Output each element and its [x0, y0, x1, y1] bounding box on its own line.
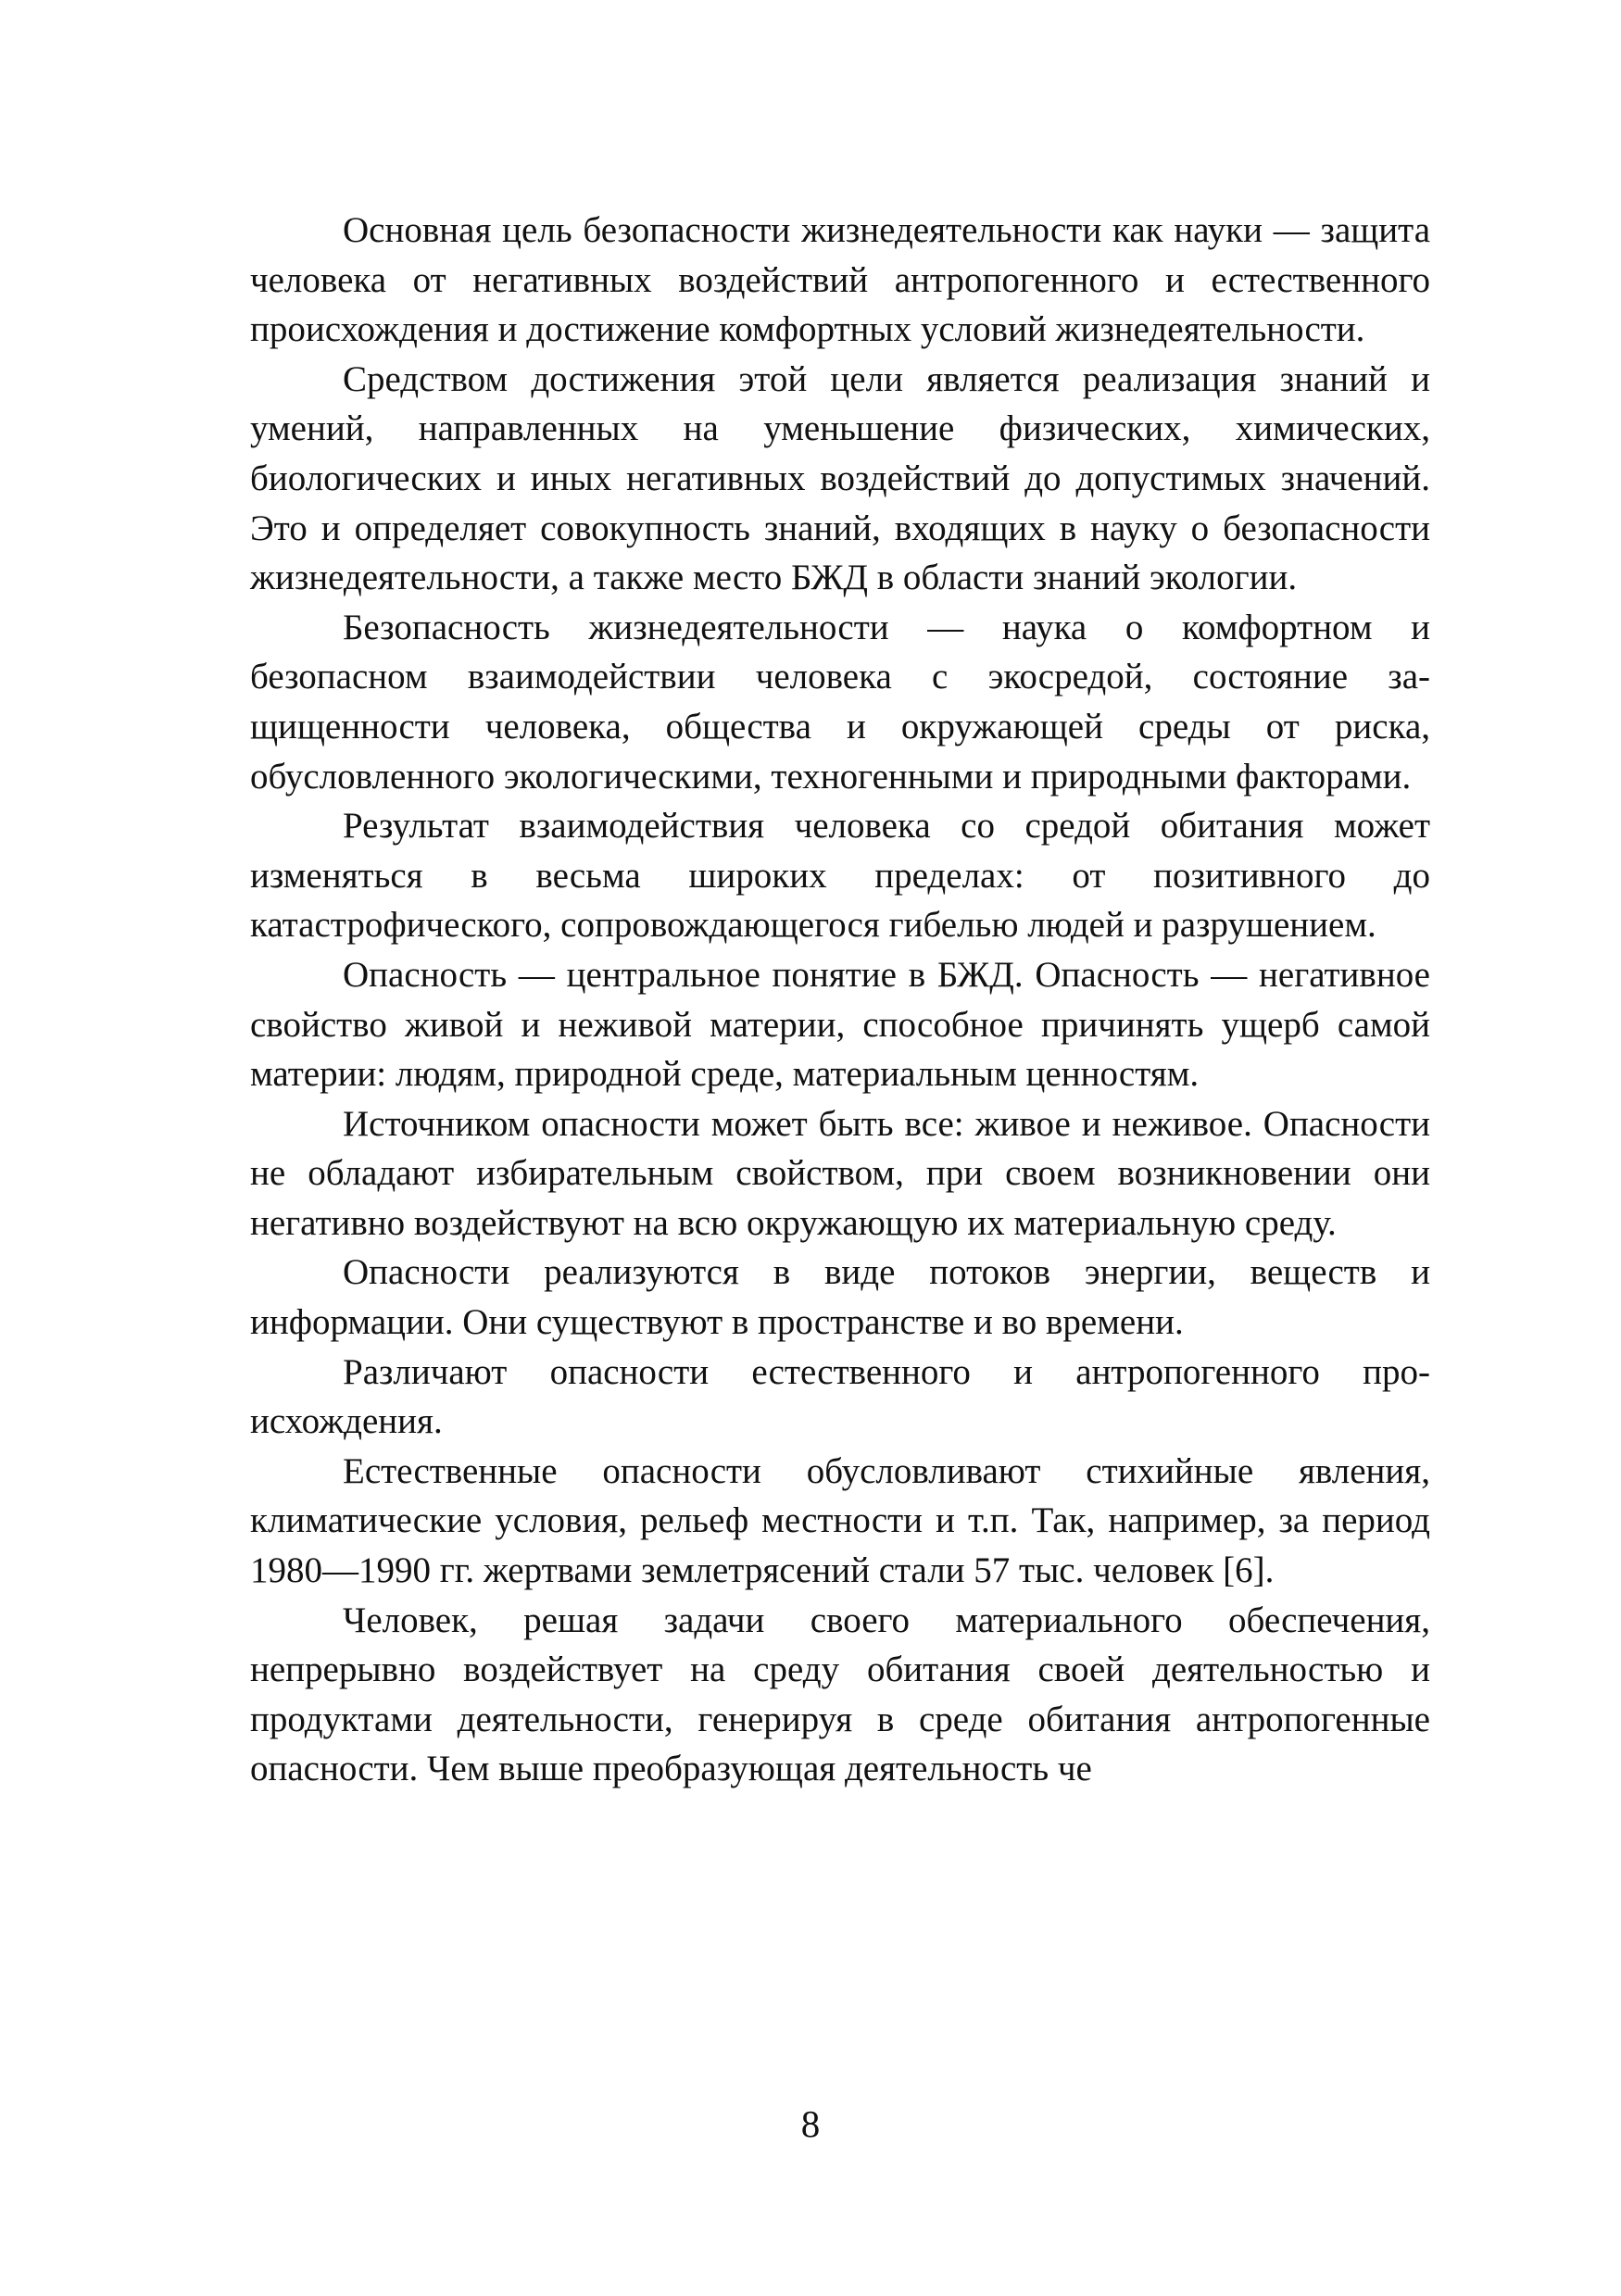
page-number: 8 [800, 2102, 821, 2145]
paragraph-10: Человек, решая задачи своего материального обеспечения, непрерывно воздействует на среду обитания своей деятельностью и продуктами деятельности, генерируя в среде обитания антропогенные опасности. Чем выше преобразующая деятельность че [250, 1600, 1430, 1789]
paragraph-3: Безопасность жизнедеятельности — наука о комфортном и безопасном взаимодействии человека с экосредой, состояние защищенности человека, общества и окружающей среды от риска, обусловленного экологическими, техногенными и природными факторами. [250, 607, 1430, 797]
paragraph-1: Основная цель безопасности жизнедеятельности как науки — защита человека от негативных воздействий антропогенного и естественного происхождения и достижение комфортных условий жизнедеятельности. [250, 210, 1430, 350]
body-text [250, 206, 1430, 1794]
paragraph-9: Естественные опасности обусловливают стихийные явления, климатические условия, рельеф местности и т.п. Так, например, за период 1980—1990 гг. жертвами землетрясений стали 57 тыс. человек [6]. [250, 1450, 1430, 1591]
paragraph-5: Опасность — центральное понятие в БЖД. Опасность — негативное свойство живой и неживой материи, способное причинять ущерб самой материи: людям, природной среде, материальным ценностям. [250, 954, 1430, 1095]
paragraph-2: Средством достижения этой цели является реализация знаний и умений, направленных на уменьшение физических, химических, биологических и иных негативных воздействий до допустимых значений. Это и определяет совокупность знаний, входящих в науку о безопасности жизнедеятельности, а также место БЖД в области знаний экологии. [250, 358, 1430, 598]
paragraph-4: Результат взаимодействия человека со средой обитания может изменяться в весьма широких пределах: от позитивного до катастрофического, сопровождающегося гибелью людей и разрушением. [250, 806, 1430, 946]
paragraph-8: Различают опасности естественного и антропогенного происхождения. [250, 1351, 1430, 1442]
paragraph-6: Источником опасности может быть все: живое и неживое. Опасности не обладают избирательным свойством, при своем возникновении они негативно воздействуют на всю окружающую их материальную среду. [250, 1103, 1430, 1243]
paragraph-7: Опасности реализуются в виде потоков энергии, веществ и информации. Они существуют в пространстве и во времени. [250, 1252, 1430, 1343]
